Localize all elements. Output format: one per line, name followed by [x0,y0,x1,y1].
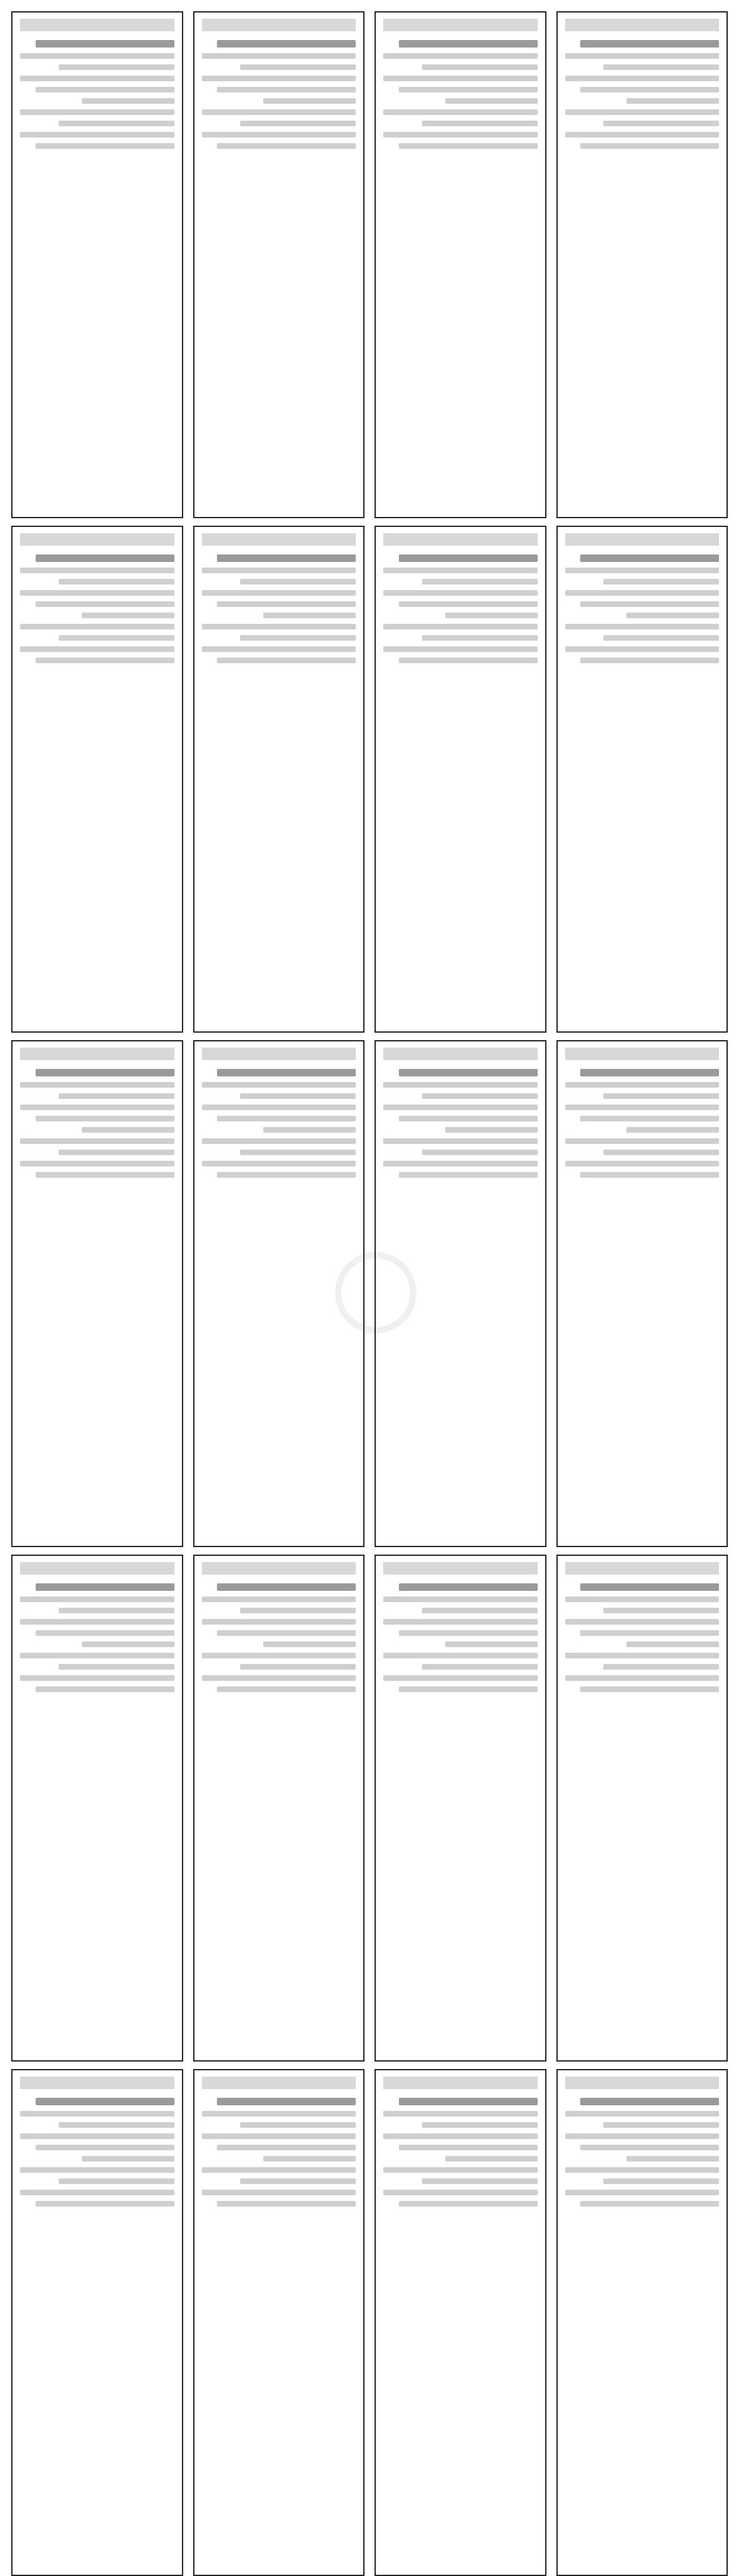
notice-box [375,2069,546,2576]
notice-box [556,2069,728,2576]
notice-box [11,1040,183,1547]
notice-box [556,11,728,518]
notice-box [193,1555,365,2062]
notice-box [193,11,365,518]
notice-box [375,1555,546,2062]
notice-box [556,1040,728,1547]
notice-box [375,1040,546,1547]
notice-box [193,1040,365,1547]
notice-box [193,526,365,1033]
notice-box [193,2069,365,2576]
notice-box [556,1555,728,2062]
notice-box [556,526,728,1033]
notice-box [11,526,183,1033]
notice-box [11,1555,183,2062]
notice-box [375,11,546,518]
notice-box [11,2069,183,2576]
notice-box [375,526,546,1033]
notice-box [11,11,183,518]
